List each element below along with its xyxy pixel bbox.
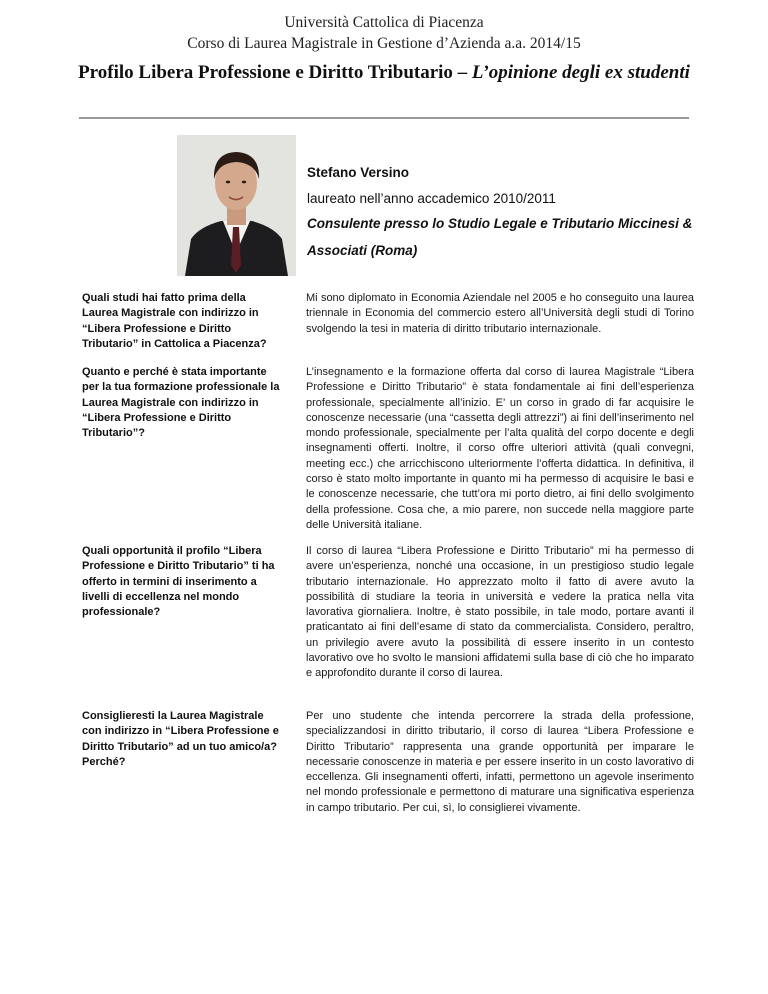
portrait-illustration [177, 135, 296, 276]
question: Quali studi hai fatto prima della Laurea Magistrale con indirizzo in “Libera Professione e Diritto Tributario” in Cattolica a Piacenza? [82, 292, 267, 350]
current-role-line1: Consulente presso lo Studio Legale e Tributario Miccinesi & [307, 216, 693, 231]
answer: Per uno studente che intenda percorrere la strada della professione, specializzandosi in diritto tributario, il corso di laurea “Libera Professione e Diritto Tributario” rappresenta una grande opportunità per imparare le necessarie conoscenze in materia e per essere inserito in un costo lavorativo di eccellenza. Gli insegnamenti offerti, infatti, permettono un agevole inserimento nel mondo professionale e permettono di maturare una significativa esperienza in campo tributario. Per cui, sì, lo consiglierei vivamente. [306, 710, 694, 814]
title-main: Profilo Libera Professione e Diritto Tributario – [78, 62, 472, 83]
question: Consiglieresti la Laurea Magistrale con indirizzo in “Libera Professione e Diritto Tributario” ad un tuo amico/a? Perché? [82, 710, 279, 768]
title-subtitle: L’opinione degli ex studenti [471, 62, 690, 83]
question: Quanto e perché è stata importante per la tua formazione professionale la Laurea Magistrale con indirizzo in “Libera Professione e Diritto Tributario”? [82, 366, 280, 440]
answer: Il corso di laurea “Libera Professione e Diritto Tributario” mi ha permesso di avere un’esperienza, nonché una occasione, in un prestigioso studio legale tributario internazionale. Ho apprezzato molto il fatto di avere avuto la possibilità di studiare la teoria in università e vedere la pratica nella vita lavorativa giornaliera. Inoltre, è stato possibile, in tale modo, portare avanti il praticantato ai fini dell’esame di stato da commercialista. Considero, peraltro, un privilegio avere avuto la possibilità di essere inserito in un contesto lavorativo ove ho svolto le mansioni affidatemi sulla base di ciò che ho imparato e approfondito durante il corso di laurea. [306, 545, 694, 680]
page-title [0, 62, 768, 84]
university-name: Università Cattolica di Piacenza [284, 14, 484, 31]
current-role-line2: Associati (Roma) [307, 243, 418, 258]
title-divider [79, 117, 689, 119]
graduate-name: Stefano Versino [307, 165, 410, 180]
course-name: Corso di Laurea Magistrale in Gestione d’Azienda a.a. 2014/15 [187, 35, 581, 52]
answer: Mi sono diplomato in Economia Aziendale nel 2005 e ho conseguito una laurea triennale in Economia del commercio estero all’Università degli studi di Torino svolgendo la tesi in materia di diritto tributario internazionale. [306, 292, 694, 335]
question: Quali opportunità il profilo “Libera Professione e Diritto Tributario” ti ha offerto in termini di inserimento a livelli di eccellenza nel mondo professionale? [82, 545, 275, 619]
graduation-year: laureato nell’anno accademico 2010/2011 [307, 191, 556, 206]
profile-photo [177, 135, 296, 276]
answer: L’insegnamento e la formazione offerta dal corso di laurea Magistrale “Libera Professione e Diritto Tributario” è stata fondamentale ai fini dell’esperienza professionale, specialmente all’inizio. E’ un corso in grado di far acquisire le conoscenze necessarie (una “cassetta degli attrezzi”) ai fini dell’inserimento nel mondo professionale, specialmente per l’alta qualità del corpo docente e degli insegnamenti offerti. Inoltre, il corso offre ulteriori attività (quali convegni, meeting ecc.) che arricchiscono ulteriormente l’offerta didattica. In definitiva, il corso è stato molto importante in quanto mi ha permesso di acquisire le basi e le conoscenze necessarie, che tutt’ora mi porto dietro, ai fini dello svolgimento della professione. Cosa che, a mio parere, non succede nella maggiore parte delle Università italiane. [306, 366, 694, 531]
